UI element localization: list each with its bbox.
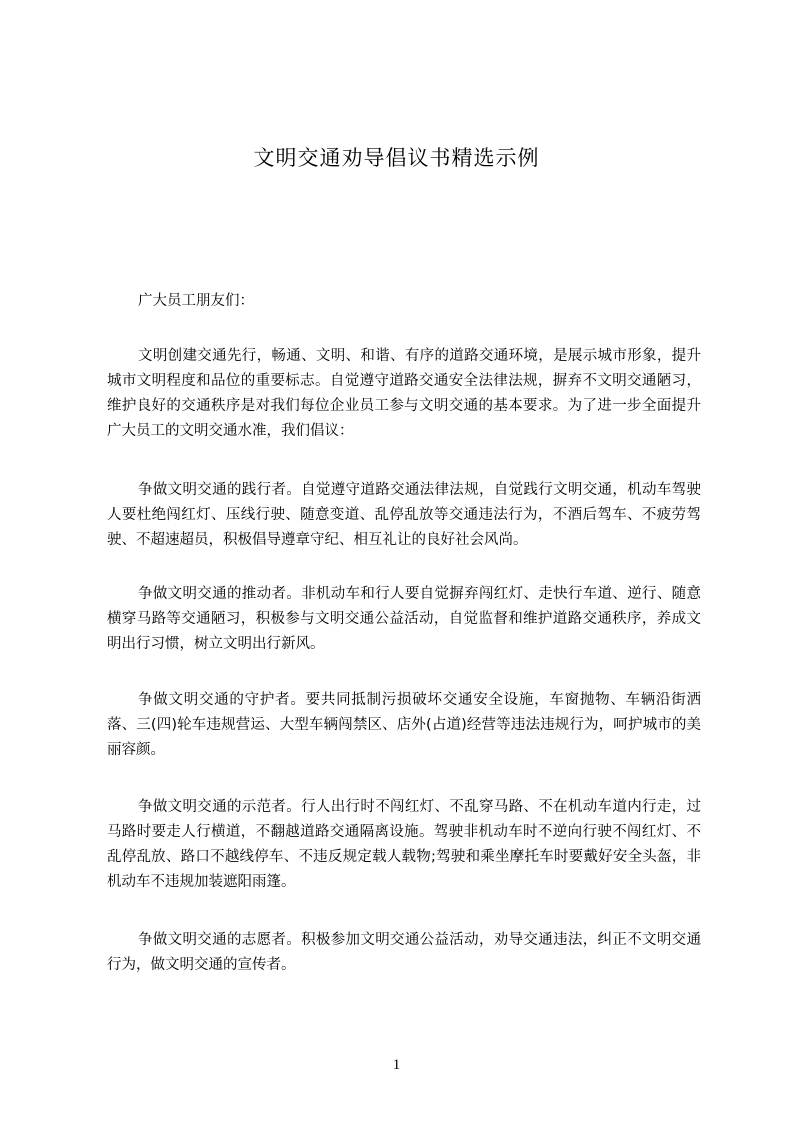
paragraph-guardian: 争做文明交通的守护者。要共同抵制污损破坏交通安全设施，车窗抛物、车辆沿街洒落、三(四)轮车违规营运、大型车辆闯禁区、店外(占道)经营等违法违规行为，呵护城市的美丽容颜。 — [107, 692, 701, 758]
paragraph-practitioner: 争做文明交通的践行者。自觉遵守道路交通法律法规，自觉践行文明交通，机动车驾驶人要杜绝闯红灯、压线行驶、随意变道、乱停乱放等交通违法行为，不酒后驾车、不疲劳驾驶、不超速超员，积极倡导遵章守纪、相互礼让的良好社会风尚。 — [107, 482, 701, 548]
greeting-line: 广大员工朋友们： — [138, 293, 254, 309]
paragraph-intro: 文明创建交通先行，畅通、文明、和谐、有序的道路交通环境，是展示城市形象，提升城市文明程度和品位的重要标志。自觉遵守道路交通安全法律法规，摒弃不文明交通陋习，维护良好的交通秩序是对我们每位企业员工参与文明交通的基本要求。为了进一步全面提升广大员工的文明交通水准，我们倡议： — [107, 348, 701, 439]
document-title: 文明交通劝导倡议书精选示例 — [253, 146, 540, 170]
page-number: 1 — [392, 1057, 401, 1073]
paragraph-volunteer: 争做文明交通的志愿者。积极参加文明交通公益活动，劝导交通违法，纠正不文明交通行为，做文明交通的宣传者。 — [107, 932, 701, 973]
paragraph-exemplar: 争做文明交通的示范者。行人出行时不闯红灯、不乱穿马路、不在机动车道内行走，过马路时要走人行横道，不翻越道路交通隔离设施。驾驶非机动车时不逆向行驶不闯红灯、不乱停乱放、路口不越线停车、不违反规定载人载物;驾驶和乘坐摩托车时要戴好安全头盔，非机动车不违规加装遮阳雨篷。 — [107, 799, 701, 890]
paragraph-promoter: 争做文明交通的推动者。非机动车和行人要自觉摒弃闯红灯、走快行车道、逆行、随意横穿马路等交通陋习，积极参与文明交通公益活动，自觉监督和维护道路交通秩序，养成文明出行习惯，树立文明出行新风。 — [107, 586, 701, 652]
